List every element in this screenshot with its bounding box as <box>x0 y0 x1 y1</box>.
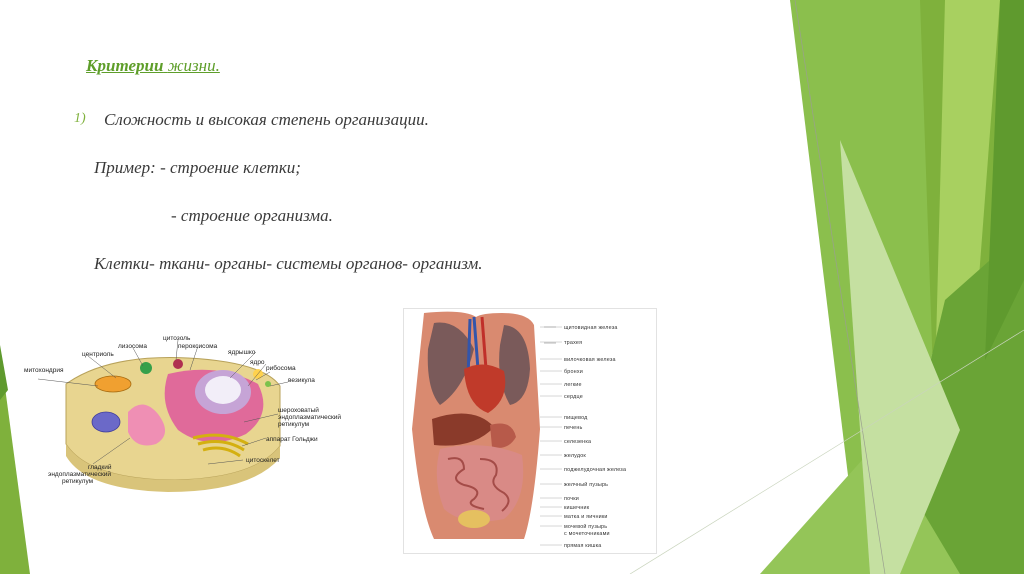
organ-label: прямая кишка <box>564 543 602 549</box>
cell-label: рибосома <box>266 365 296 372</box>
anatomy-figure <box>403 308 657 554</box>
title-bold: Критерии <box>86 56 164 75</box>
organ-label: почки <box>564 496 579 502</box>
title-rest: жизни. <box>167 56 220 75</box>
cell-label: цитоскелет <box>246 457 280 464</box>
cell-label: эндоплазматический <box>278 414 342 421</box>
organ-label: желудок <box>564 453 586 459</box>
organ-label: сердце <box>564 394 583 400</box>
cell-label: аппарат Гольджи <box>266 436 318 443</box>
cell-label: ретикулум <box>278 421 310 428</box>
organ-label: селезенка <box>564 439 592 445</box>
organ-label: мочевой пузырь <box>564 524 608 530</box>
cell-label: шероховатый <box>278 407 319 414</box>
cell-label: цитозоль <box>163 335 191 342</box>
organ-label: кишечник <box>564 505 590 511</box>
cell-label: гладкий <box>88 464 112 471</box>
example-line-2: - строение организма. <box>171 206 333 225</box>
organ-label: поджелудочная железа <box>564 467 627 473</box>
cell-label: митохондрия <box>24 367 64 374</box>
organ-label: трахея <box>564 340 583 346</box>
cell-label: центриоль <box>82 351 114 358</box>
list-item-text: Сложность и высокая степень организации. <box>104 110 429 129</box>
slide-title <box>86 56 220 76</box>
cell-label: ядро <box>250 359 265 366</box>
hierarchy-line: Клетки- ткани- органы- системы органов- организм. <box>94 254 483 273</box>
example-line-1: Пример: - строение клетки; <box>94 158 301 177</box>
list-item-number: 1) <box>74 111 86 126</box>
cell-label: ретикулум <box>62 478 94 485</box>
organ-label: с мочеточниками <box>564 531 610 537</box>
organ-label: печень <box>564 425 583 431</box>
organ-label: бронхи <box>564 369 583 375</box>
cell-label: ядрышко <box>228 349 256 356</box>
organ-label: легкие <box>564 382 582 388</box>
organ-label: щитовидная железа <box>564 325 618 331</box>
organ-label: желчный пузырь <box>564 482 609 488</box>
anatomy-labels <box>404 309 656 553</box>
cell-label: лизосома <box>118 343 147 350</box>
organ-label: матка и яичники <box>564 514 608 520</box>
cell-label: пероксисома <box>178 343 218 350</box>
cell-diagram <box>18 334 368 494</box>
organ-label: пищевод <box>564 415 588 421</box>
organ-label: вилочковая железа <box>564 357 616 363</box>
cell-label: везикула <box>288 377 315 384</box>
cell-label: эндоплазматический <box>48 471 112 478</box>
